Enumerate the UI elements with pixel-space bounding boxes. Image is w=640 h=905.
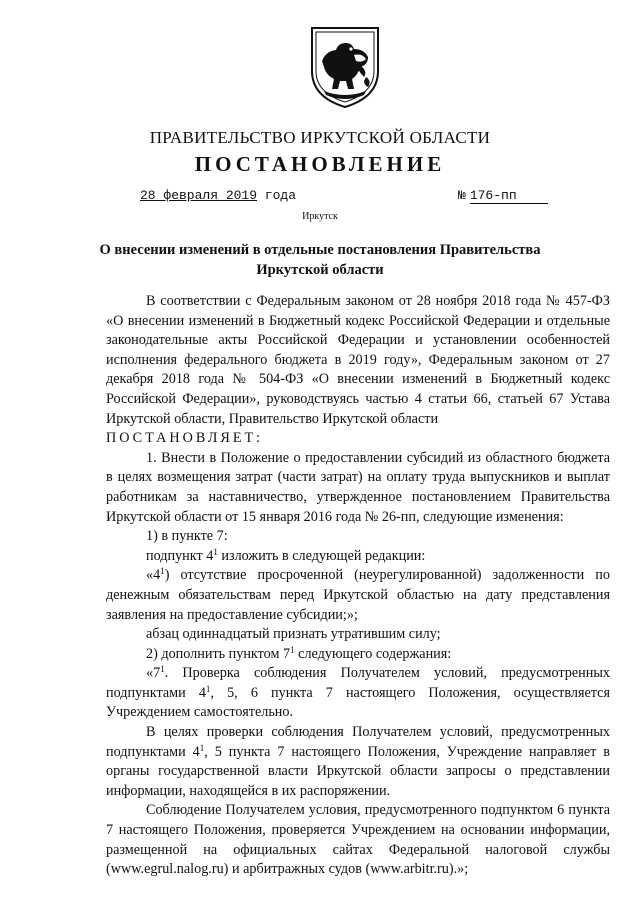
number-sign: № [458, 188, 466, 203]
quote-2-text: «7 [146, 665, 161, 682]
superscript: 1 [205, 683, 211, 694]
city: Иркутск [302, 211, 338, 222]
document-title [60, 240, 580, 280]
superscript: 1 [160, 664, 165, 675]
quote-1-text-end: ) отсутствие просроченной (неурегулированной) задолженности по денежным обязательствам перед Иркутской областью на дату представления заявления на предоставление субсидии;»; [106, 567, 610, 623]
quote-2-text-mid: . Проверка соблюдения Получателем условий, предусмотренных подпунктами 4 [106, 665, 610, 701]
superscript: 1 [160, 566, 165, 577]
title-line-1: О внесении изменений в отдельные постановления Правительства [99, 242, 541, 258]
subitem-1b: абзац одиннадцатый признать утратившим силу; [146, 626, 441, 643]
quote-2-paragraph [106, 664, 610, 723]
superscript: 1 [290, 644, 295, 655]
date-day-month: 28 февраля 2019 [140, 188, 258, 203]
item-1-paragraph: 1. Внести в Положение о предоставлении субсидий из областного бюджета в целях возмещения затрат (части затрат) на оплату труда выпускников и выплат работникам за наставничество, утвержденное постановлением Правительства Иркутской области от 15 января 2016 года № 26-пп, следующие изменения: [106, 449, 610, 525]
quote-1-text: «4 [146, 567, 161, 584]
final-paragraph: Соблюдение Получателем условия, предусмотренного подпунктом 6 пункта 7 настоящего Положения, проверяется Учреждением на основании информации, размещенной на официальных сайтах Федеральной налоговой службы (www.egrul.nalog.ru) и арбитражных судов (www.arbitr.ru).»; [106, 802, 610, 878]
subitem-2-text-end: следующего содержания: [294, 645, 452, 662]
resolves-heading: ПОСТАНОВЛЯЕТ: [106, 430, 264, 447]
coat-of-arms-icon [308, 25, 382, 109]
decree-date [140, 188, 296, 203]
government-name: ПРАВИТЕЛЬСТВО ИРКУТСКОЙ ОБЛАСТИ [149, 128, 491, 147]
quote-1-paragraph [106, 566, 610, 625]
superscript: 1 [199, 742, 205, 753]
document-body [106, 292, 610, 880]
document-type: ПОСТАНОВЛЕНИЕ [194, 152, 446, 176]
preamble-paragraph: В соответствии с Федеральным законом от 28 ноября 2018 года № 457-ФЗ «О внесении изменений в Бюджетный кодекс Российской Федерации и отдельные законодательные акты Российской Федерации и установлении особенностей исполнения федерального бюджета в 2019 году», Федеральным законом от 27 декабря 2018 года № 504-ФЗ «О внесении изменений в Бюджетный кодекс Российской Федерации», руководствуясь частью 4 статьи 66, статьей 67 Устава Иркутской области, Правительство Иркутской области [106, 293, 610, 427]
subitem-2-text: 2) дополнить пунктом 7 [146, 645, 291, 662]
check-text: В целях проверки соблюдения Получателем условий, предусмотренных подпунктами 4 [106, 724, 610, 760]
date-suffix: года [257, 188, 297, 203]
decree-number [458, 188, 548, 204]
check-text-end: , 5 пункта 7 настоящего Положения, Учреждение направляет в органы государственной власти Иркутской области запросы о представлении информации, находящейся в их распоряжении. [106, 743, 610, 799]
title-line-2: Иркутской области [256, 262, 384, 278]
subitem-2 [106, 645, 610, 665]
subitem-1a-text: подпункт 4 [146, 547, 214, 564]
subitem-1a [106, 547, 610, 567]
superscript: 1 [213, 546, 218, 557]
subitem-1: 1) в пункте 7: [146, 528, 228, 545]
check-paragraph [106, 723, 610, 801]
number-value: 176-пп [470, 188, 548, 204]
subitem-1a-text-end: изложить в следующей редакции: [217, 547, 426, 564]
quote-2-text-end: , 5, 6 пункта 7 настоящего Положения, осуществляется Учреждением самостоятельно. [106, 684, 610, 721]
